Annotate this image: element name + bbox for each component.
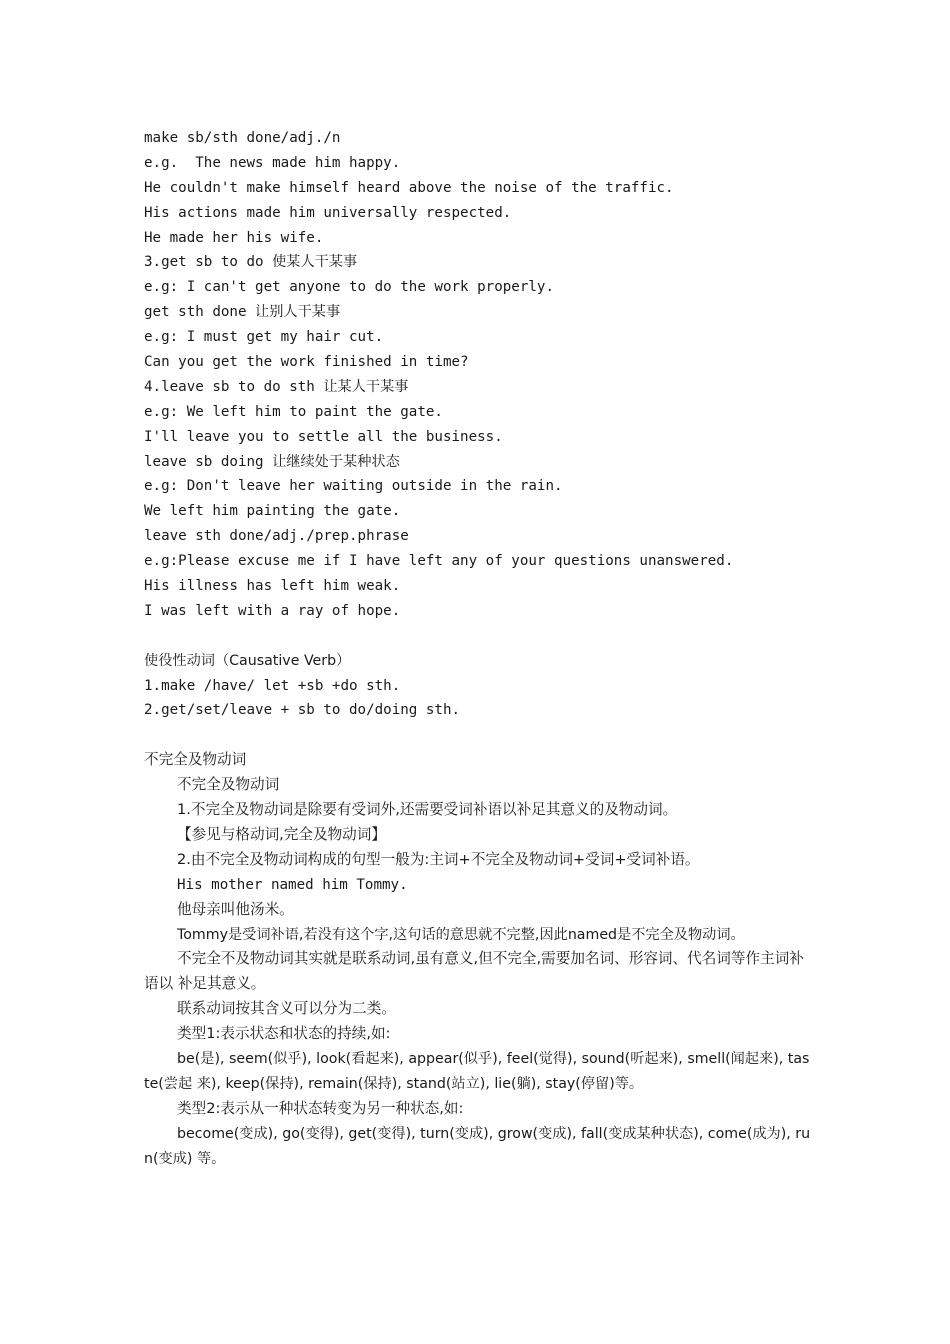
- intransitive-paragraph: 不完全不及物动词其实就是联系动词,虽有意义,但不完全,需要加名词、形容词、代名词等作主词补语以 补足其意义。: [144, 950, 804, 993]
- example-english: His mother named him Tommy.: [177, 876, 408, 893]
- type-2-title: 类型2:表示从一种状态转变为另一种状态,如:: [177, 1099, 464, 1117]
- text-line: get sth done 让别人干某事: [144, 304, 341, 321]
- see-also-note: 【参见与格动词,完全及物动词】: [177, 825, 386, 843]
- text-line: His illness has left him weak.: [144, 578, 401, 595]
- explanation-paragraph: Tommy是受词补语,若没有这个字,这句话的意思就不完整,因此named是不完全及物动词。: [177, 926, 745, 943]
- text-line: Can you get the work finished in time?: [144, 354, 469, 371]
- text-line: e.g: I must get my hair cut.: [144, 329, 384, 346]
- text-line: e.g. The news made him happy.: [144, 154, 401, 171]
- section-make-get-leave: [144, 126, 814, 624]
- type-1-title: 类型1:表示状态和状态的持续,如:: [177, 1025, 391, 1043]
- example-chinese: 他母亲叫他汤米。: [177, 900, 294, 918]
- type-2-list: become(变成), go(变得), get(变得), turn(变成), grow(变成), fall(变成某种状态), come(成为), run(变成) 等。: [144, 1125, 811, 1167]
- text-line: 4.leave sb to do sth 让某人干某事: [144, 378, 409, 395]
- type-1-list: be(是), seem(似乎), look(看起来), appear(似乎), feel(觉得), sound(听起来), smell(闻起来), taste(尝起 来), keep(保持), remain(保持), stand(站立), lie(躺), stay(停留)等。: [144, 1051, 810, 1092]
- text-line: I was left with a ray of hope.: [144, 602, 401, 619]
- section-heading: 不完全及物动词: [144, 751, 247, 769]
- text-line: e.g: I can't get anyone to do the work properly.: [144, 279, 554, 296]
- text-line: He made her his wife.: [144, 229, 324, 246]
- text-line: leave sb doing 让继续处于某种状态: [144, 453, 400, 470]
- text-line: I'll leave you to settle all the business.: [144, 428, 503, 445]
- section-heading: 使役性动词（Causative Verb）: [144, 652, 351, 669]
- point-1: 1.不完全及物动词是除要有受词外,还需要受词补语以补足其意义的及物动词。: [177, 801, 678, 819]
- text-line: e.g:Please excuse me if I have left any of your questions unanswered.: [144, 553, 734, 570]
- spacer: [144, 624, 814, 649]
- text-line: We left him painting the gate.: [144, 503, 401, 520]
- text-line: make sb/sth done/adj./n: [144, 130, 341, 146]
- text-line: 3.get sb to do 使某人干某事: [144, 254, 358, 271]
- text-line: He couldn't make himself heard above the noise of the traffic.: [144, 179, 674, 196]
- section-causative-verb: [144, 649, 814, 724]
- text-line: His actions made him universally respected.: [144, 204, 512, 221]
- classification-line: 联系动词按其含义可以分为二类。: [177, 1000, 396, 1018]
- section-incomplete-transitive: [144, 748, 814, 1171]
- list-item: 2.get/set/leave + sb to do/doing sth.: [144, 702, 461, 719]
- list-item: 1.make /have/ let +sb +do sth.: [144, 677, 401, 694]
- document-page: [144, 126, 814, 1172]
- text-line: leave sth done/adj./prep.phrase: [144, 528, 409, 545]
- spacer: [144, 723, 814, 748]
- point-2: 2.由不完全及物动词构成的句型一般为:主词+不完全及物动词+受词+受词补语。: [177, 850, 700, 868]
- text-line: e.g: We left him to paint the gate.: [144, 403, 443, 420]
- text-line: e.g: Don't leave her waiting outside in the rain.: [144, 478, 563, 495]
- subheading: 不完全及物动词: [177, 776, 280, 794]
